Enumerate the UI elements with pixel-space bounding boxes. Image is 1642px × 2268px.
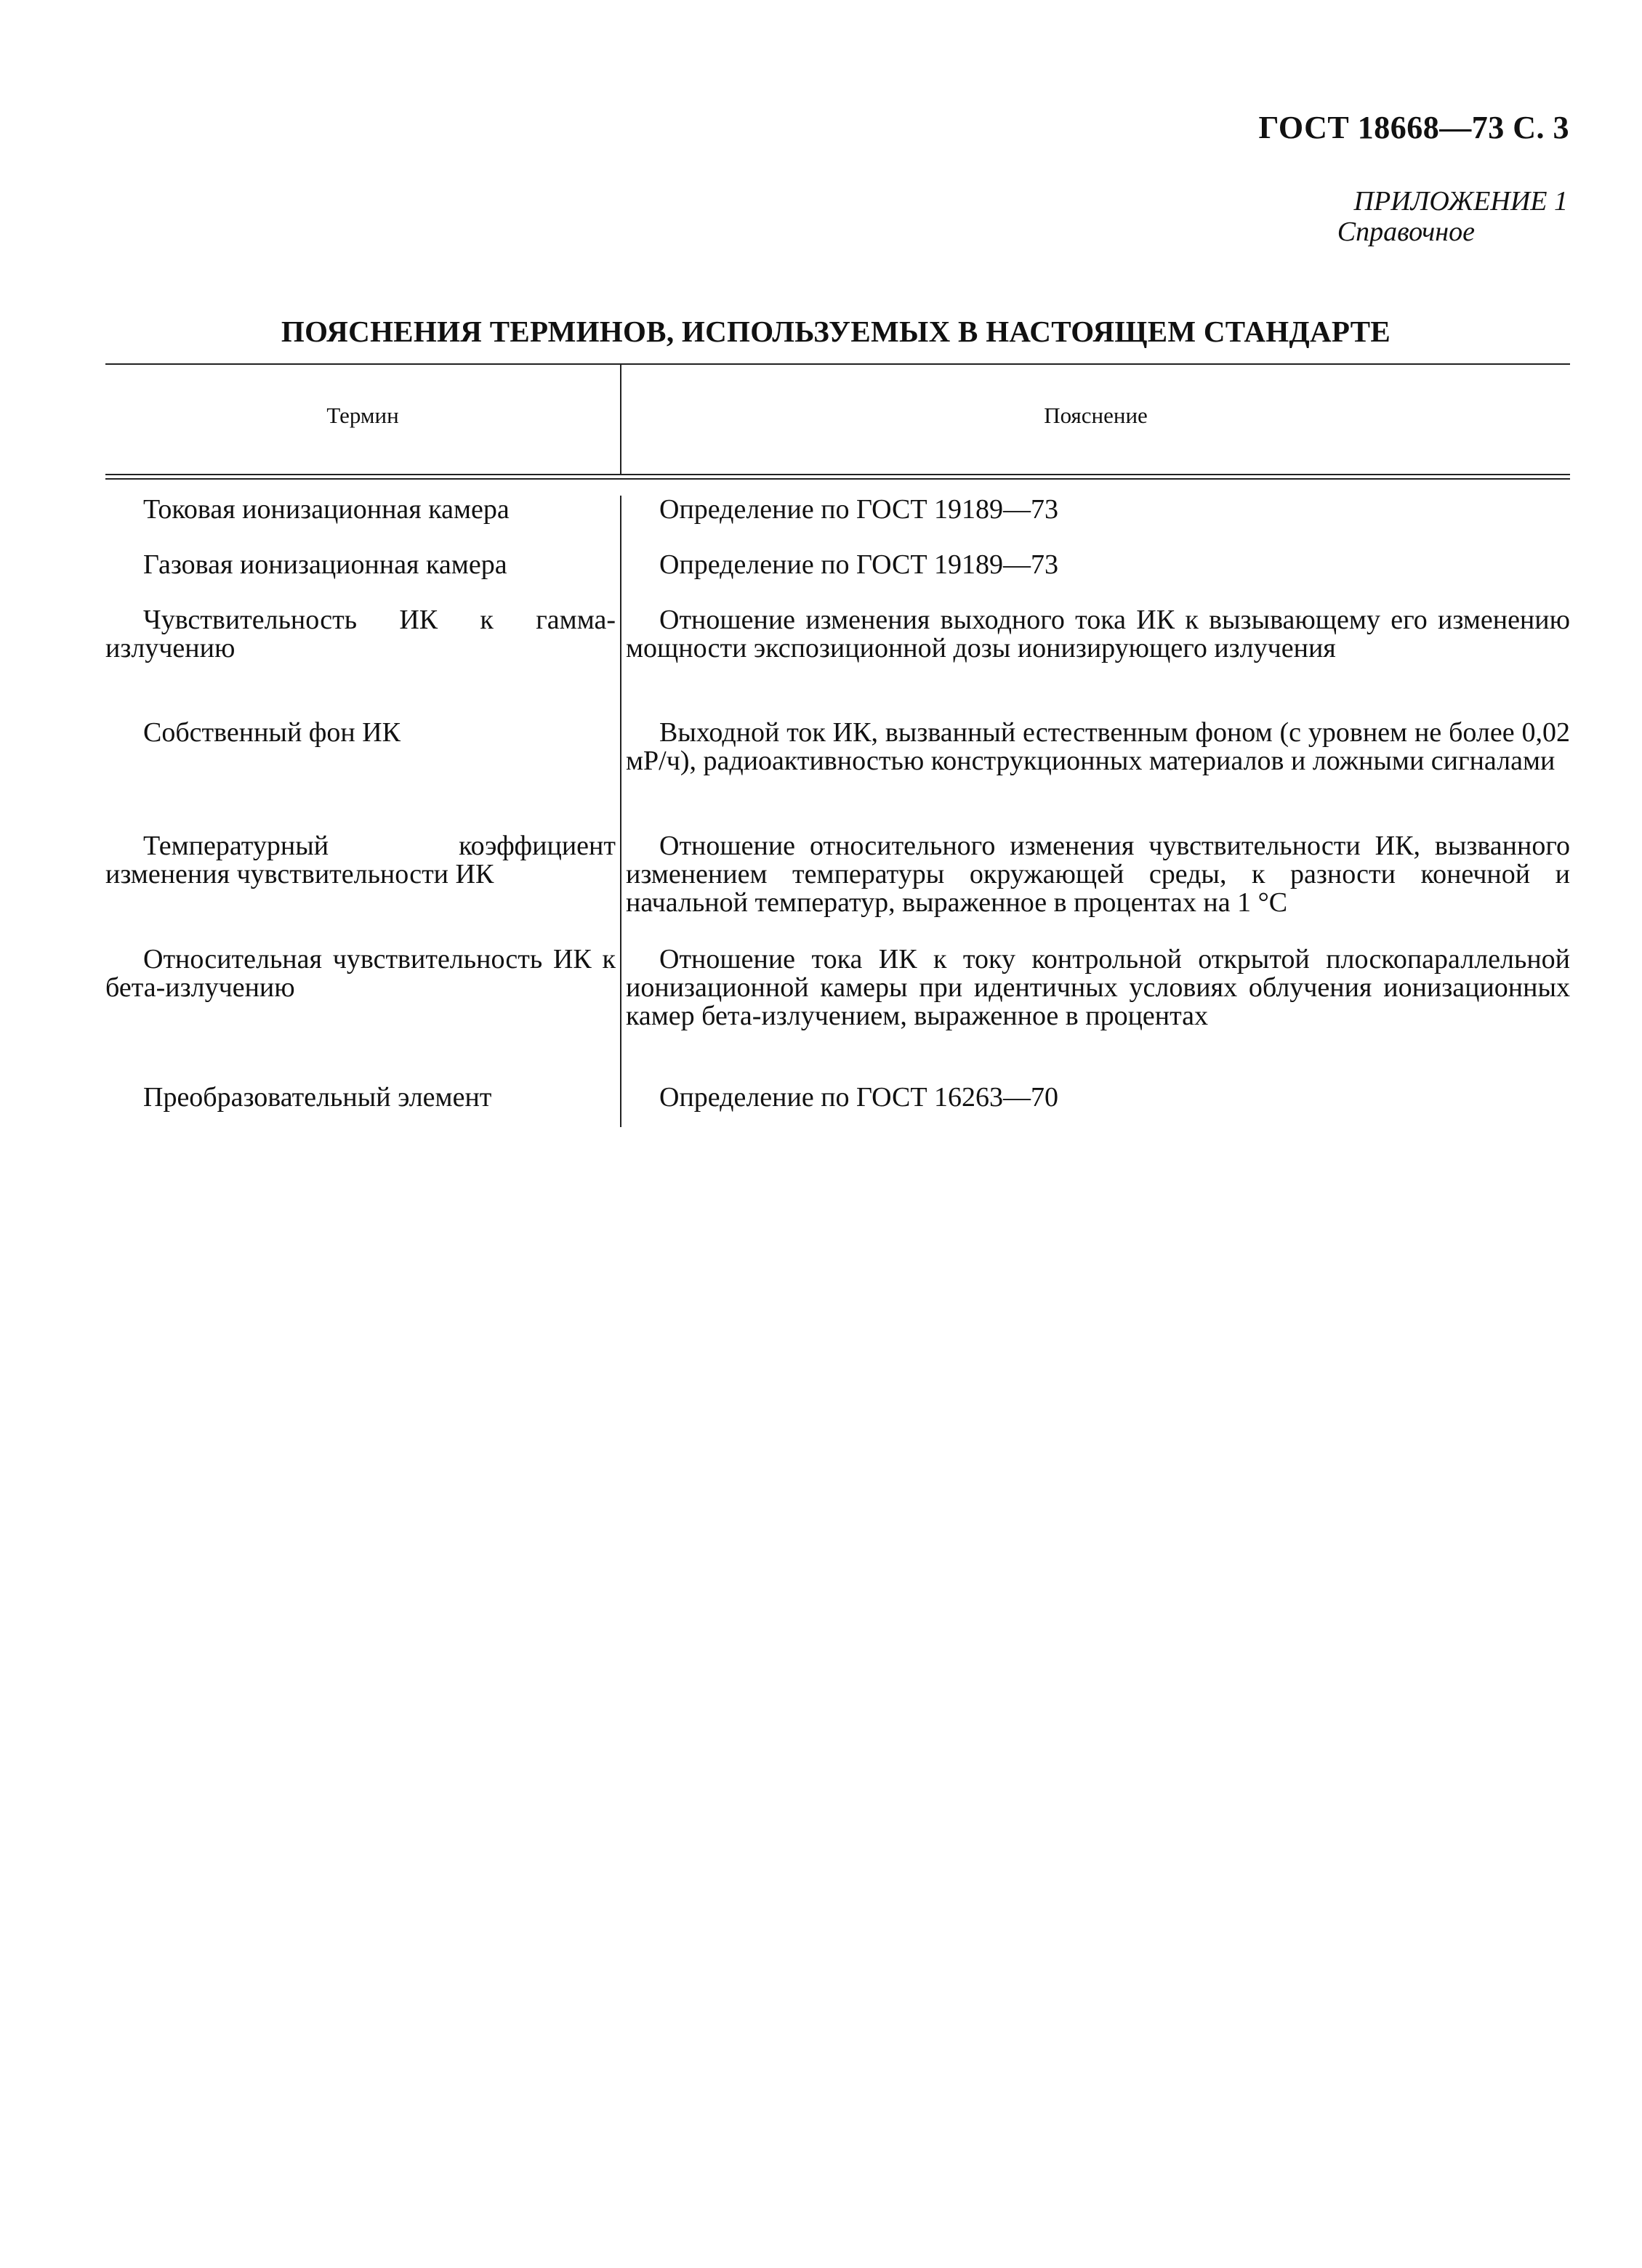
table-header-row bbox=[105, 365, 1570, 474]
table-row bbox=[105, 719, 1570, 832]
table-row bbox=[105, 832, 1570, 945]
document-code: ГОСТ 18668—73 С. 3 bbox=[1258, 110, 1569, 145]
column-header-explanation: Пояснение bbox=[1044, 403, 1148, 428]
table-row bbox=[105, 945, 1570, 1083]
explanation-cell: Выходной ток ИК, вызванный естественным фоном (с уровнем не более 0,02 мР/ч), радиоактивностью конструкционных материалов и ложными сигналами bbox=[626, 717, 1570, 776]
appendix-type: Справочное bbox=[1337, 217, 1475, 247]
term-cell: Относительная чувствительность ИК к бета-излучению bbox=[105, 945, 621, 1083]
term-cell: Температурный коэффициент изменения чувствительности ИК bbox=[105, 832, 621, 945]
term-cell: Чувствительность ИК к гамма-излучению bbox=[105, 606, 621, 719]
explanation-cell: Определение по ГОСТ 19189—73 bbox=[659, 549, 1059, 580]
explanation-cell: Отношение тока ИК к току контрольной открытой плоскопараллельной ионизационной камеры при идентичных условиях облучения ионизационных камер бета-излучением, выраженное в процентах bbox=[626, 944, 1570, 1031]
table-title: ПОЯСНЕНИЯ ТЕРМИНОВ, ИСПОЛЬЗУЕМЫХ В НАСТОЯЩЕМ СТАНДАРТЕ bbox=[281, 315, 1391, 348]
explanation-cell: Отношение относительного изменения чувствительности ИК, вызванного изменением температуры окружающей среды, к разности конечной и начальной температур, выраженное в процентах на 1 °С bbox=[626, 831, 1570, 918]
terms-table bbox=[105, 363, 1570, 1127]
term-cell: Токовая ионизационная камера bbox=[105, 496, 621, 551]
table-row bbox=[105, 496, 1570, 551]
explanation-cell: Определение по ГОСТ 19189—73 bbox=[659, 494, 1059, 525]
table-row bbox=[105, 606, 1570, 719]
table-row bbox=[105, 551, 1570, 606]
appendix-label: ПРИЛОЖЕНИЕ 1 bbox=[1353, 186, 1568, 217]
table-header-rule bbox=[105, 474, 1570, 480]
table-row bbox=[105, 1083, 1570, 1127]
explanation-cell: Определение по ГОСТ 16263—70 bbox=[659, 1082, 1059, 1113]
column-header-term: Термин bbox=[105, 365, 621, 474]
term-cell: Собственный фон ИК bbox=[105, 719, 621, 832]
term-cell: Преобразовательный элемент bbox=[105, 1083, 621, 1127]
term-cell: Газовая ионизационная камера bbox=[105, 551, 621, 606]
explanation-cell: Отношение изменения выходного тока ИК к вызывающему его изменению мощности экспозиционной дозы ионизирующего излучения bbox=[626, 605, 1570, 663]
